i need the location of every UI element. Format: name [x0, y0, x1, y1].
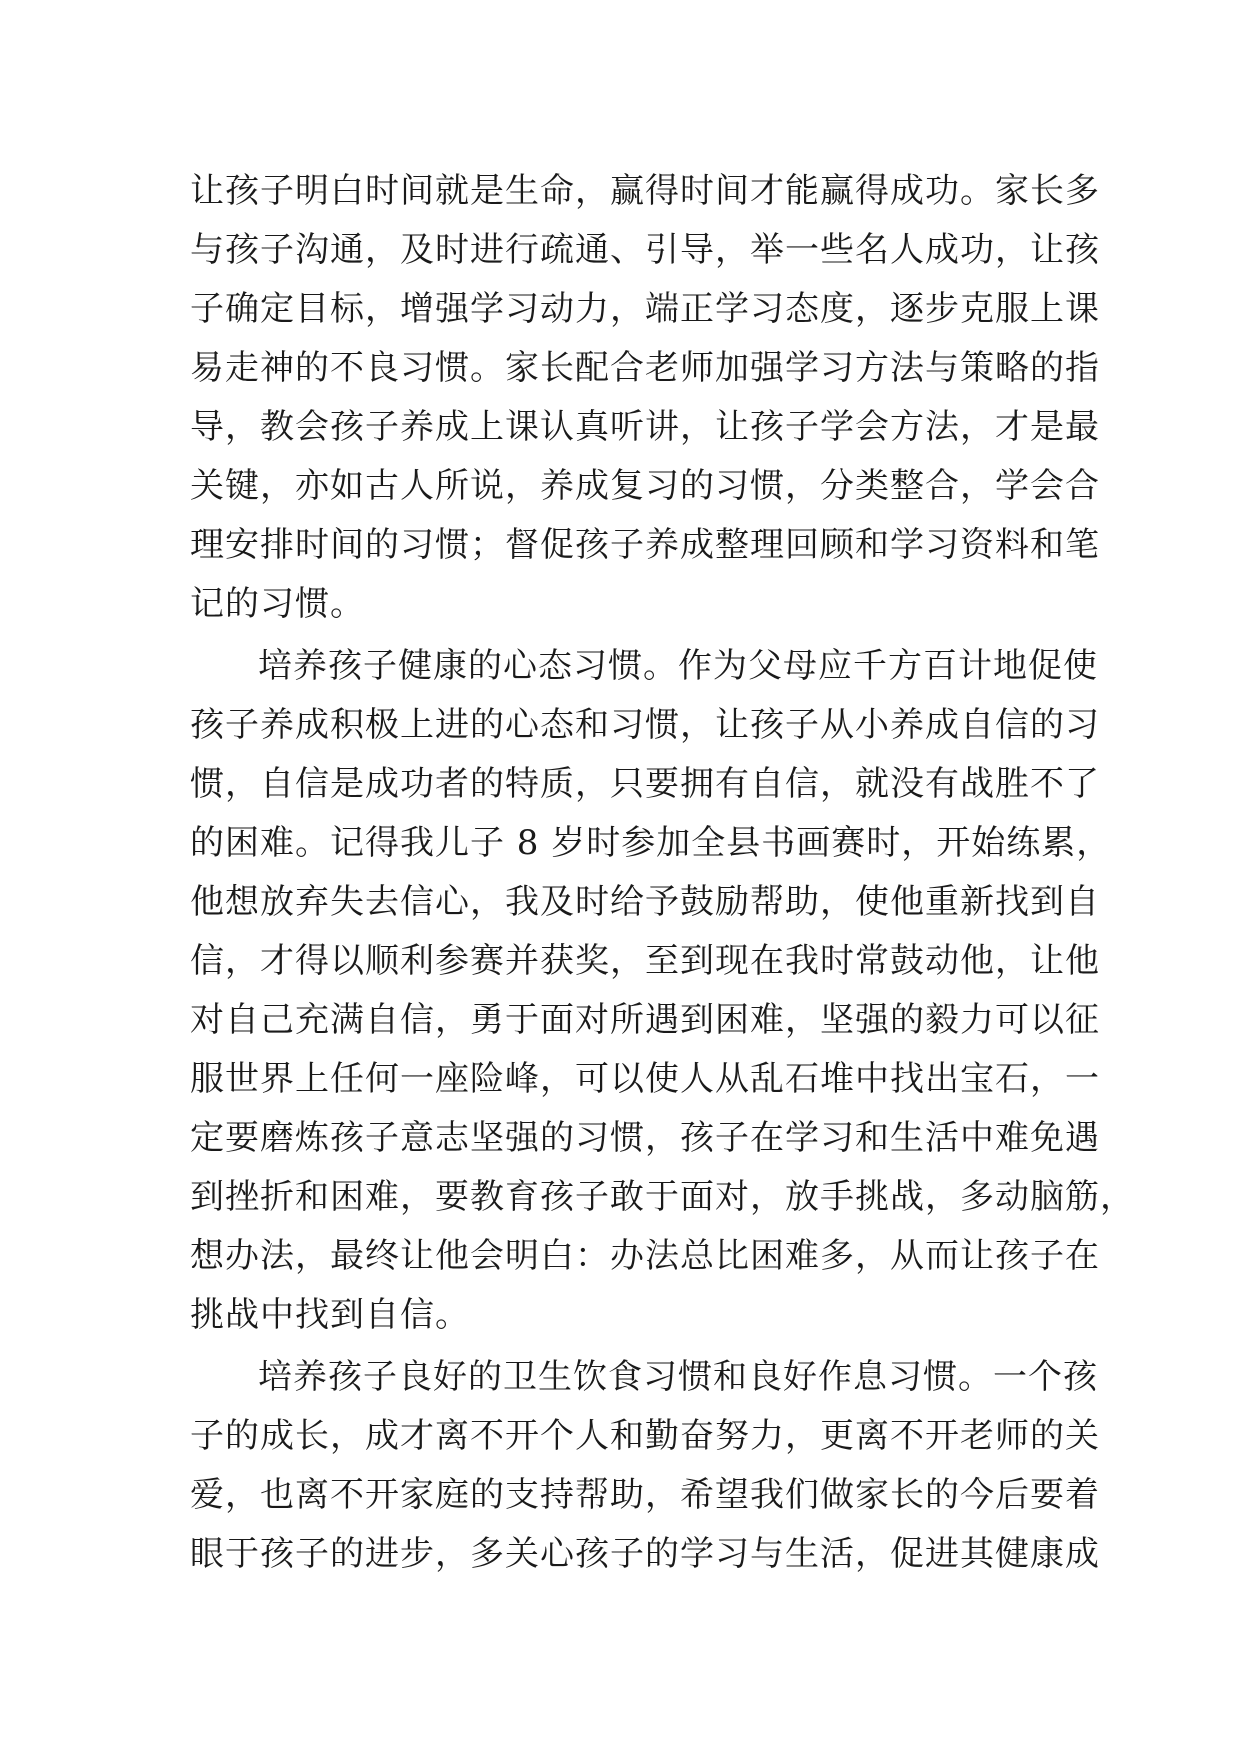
text-line: 孩子养成积极上进的心态和习惯，让孩子从小养成自信的习: [190, 705, 1100, 745]
text-line: 信，才得以顺利参赛并获奖，至到现在我时常鼓动他，让他: [190, 941, 1100, 981]
text-line: 惯，自信是成功者的特质，只要拥有自信，就没有战胜不了: [190, 764, 1100, 804]
text-line: 定要磨炼孩子意志坚强的习惯，孩子在学习和生活中难免遇: [190, 1118, 1100, 1158]
text-line: 理安排时间的习惯；督促孩子养成整理回顾和学习资料和笔: [190, 525, 1100, 565]
text-line: 想办法，最终让他会明白：办法总比困难多，从而让孩子在: [190, 1236, 1100, 1276]
text-line: 爱，也离不开家庭的支持帮助，希望我们做家长的今后要着: [190, 1475, 1100, 1515]
paragraph-2: [190, 637, 1135, 1345]
document-body: [190, 162, 1135, 1587]
paragraph-3: [190, 1348, 1100, 1584]
text-line: 他想放弃失去信心，我及时给予鼓励帮助，使他重新找到自: [190, 882, 1100, 922]
text-line: 易走神的不良习惯。家长配合老师加强学习方法与策略的指: [190, 348, 1100, 388]
text-line: 与孩子沟通，及时进行疏通、引导，举一些名人成功，让孩: [190, 230, 1100, 270]
text-line: 培养孩子健康的心态习惯。作为父母应千方百计地促使: [258, 646, 1098, 686]
text-line: 子确定目标，增强学习动力，端正学习态度，逐步克服上课: [190, 289, 1100, 329]
text-line: 的困难。记得我儿子 8 岁时参加全县书画赛时，开始练累，: [190, 823, 1112, 863]
text-line: 导，教会孩子养成上课认真听讲，让孩子学会方法，才是最: [190, 407, 1100, 447]
text-line: 子的成长，成才离不开个人和勤奋努力，更离不开老师的关: [190, 1416, 1100, 1456]
text-line: 记的习惯。: [190, 584, 365, 624]
text-line: 眼于孩子的进步，多关心孩子的学习与生活，促进其健康成: [190, 1534, 1100, 1574]
text-line: 挑战中找到自信。: [190, 1295, 470, 1335]
text-line: 对自己充满自信，勇于面对所遇到困难，坚强的毅力可以征: [190, 1000, 1100, 1040]
text-line: 培养孩子良好的卫生饮食习惯和良好作息习惯。一个孩: [258, 1357, 1098, 1397]
text-line: 服世界上任何一座险峰，可以使人从乱石堆中找出宝石，一: [190, 1059, 1100, 1099]
paragraph-1: [190, 162, 1100, 634]
text-line: 到挫折和困难，要教育孩子敢于面对，放手挑战，多动脑筋，: [190, 1177, 1135, 1217]
text-line: 关键，亦如古人所说，养成复习的习惯，分类整合，学会合: [190, 466, 1100, 506]
text-line: 让孩子明白时间就是生命，赢得时间才能赢得成功。家长多: [190, 171, 1100, 211]
